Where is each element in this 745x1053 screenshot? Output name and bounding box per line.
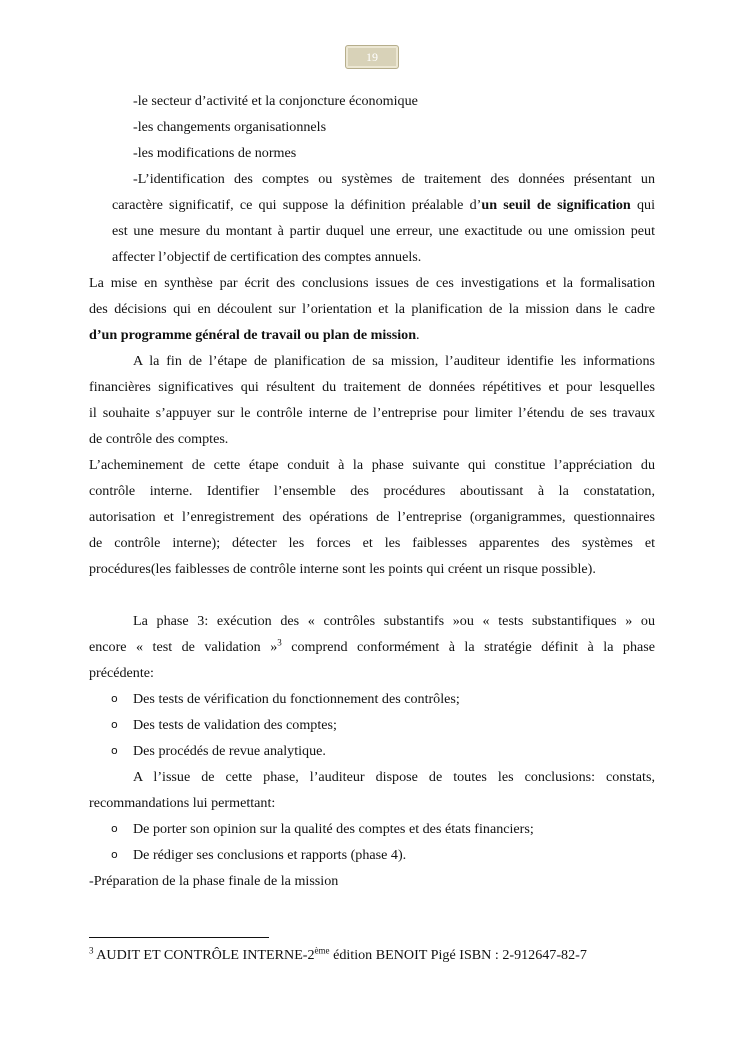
- text-line: d’un programme général de travail ou plan de mission.: [89, 327, 420, 343]
- footnote-mark: 3: [89, 945, 94, 956]
- text-line: recommandations lui permettant:: [89, 795, 276, 811]
- text-line: des décisions qui en découlent sur l’orientation et la planification de la mission dans le cadre: [89, 301, 655, 317]
- text-line: contrôle interne. Identifier l’ensemble des procédures aboutissant à la constatation,: [89, 483, 655, 499]
- text-line: de contrôle des comptes.: [89, 431, 229, 447]
- list-item: o Des tests de validation des comptes;: [89, 712, 655, 738]
- text-line: -le secteur d’activité et la conjoncture économique: [133, 93, 418, 109]
- list-item: o Des tests de vérification du fonctionnement des contrôles;: [89, 686, 655, 712]
- text-line: A la fin de l’étape de planification de sa mission, l’auditeur identifie les informations: [133, 353, 655, 369]
- text-line: autorisation et l’enregistrement des opérations de l’entreprise (organigrammes, questionnaires: [89, 509, 655, 525]
- text-line: -L’identification des comptes ou systèmes de traitement des données présentant un: [133, 171, 655, 187]
- list-item: o Des procédés de revue analytique.: [89, 738, 655, 764]
- text-line: -les changements organisationnels: [133, 119, 327, 135]
- text-line: précédente:: [89, 665, 154, 681]
- text-line: financières significatives qui résultent du traitement de données répétitives et pour lesquelles: [89, 379, 655, 395]
- text-line: encore « test de validation »$^3$ comprend conformément à la stratégie définit à la phase: [89, 637, 655, 655]
- document-body: [89, 88, 655, 894]
- text-line: -les modifications de normes: [133, 145, 297, 161]
- bullet-icon: o: [111, 848, 118, 861]
- bold-term: un seuil de signification: [481, 197, 631, 213]
- footnote-ref: 3: [277, 637, 282, 648]
- text-line: A l’issue de cette phase, l’auditeur dispose de toutes les conclusions: constats,: [133, 769, 655, 785]
- text-line: procédures(les faiblesses de contrôle interne sont les points qui créent un risque possible).: [89, 561, 596, 577]
- text-line: de contrôle interne); détecter les forces et les faiblesses apparentes des systèmes et: [89, 535, 655, 551]
- page-number: 19: [366, 50, 378, 64]
- bullet-icon: o: [111, 744, 118, 757]
- blank-line: [89, 582, 655, 608]
- text-line: caractère significatif, ce qui suppose la définition préalable d’un seuil de signification qui: [112, 197, 655, 213]
- list-item: o De rédiger ses conclusions et rapports (phase 4).: [89, 842, 655, 868]
- bullet-icon: o: [111, 718, 118, 731]
- list-item: o De porter son opinion sur la qualité des comptes et des états financiers;: [89, 816, 655, 842]
- page-number-badge: [345, 45, 399, 69]
- text-line: affecter l’objectif de certification des comptes annuels.: [112, 249, 422, 265]
- text-line: -Préparation de la phase finale de la mission: [89, 873, 339, 889]
- text-line: il souhaite s’appuyer sur le contrôle interne de l’entreprise pour limiter l’étendu de ses travaux: [89, 405, 655, 421]
- footnote: $^3$ AUDIT ET CONTRÔLE INTERNE-2ème édition BENOIT Pigé ISBN : 2-912647-82-7: [89, 945, 587, 963]
- text-line: L’acheminement de cette étape conduit à la phase suivante qui constitue l’appréciation du: [89, 457, 655, 473]
- footnote-divider: [89, 937, 269, 938]
- bold-term: d’un programme général de travail ou plan de mission: [89, 327, 417, 343]
- text-line: La phase 3: exécution des « contrôles substantifs »ou « tests substantifiques » ou: [133, 613, 655, 629]
- bullet-icon: o: [111, 692, 118, 705]
- bullet-icon: o: [111, 822, 118, 835]
- text-line: est une mesure du montant à partir duquel une erreur, une exactitude ou une omission peut: [112, 223, 655, 239]
- text-line: La mise en synthèse par écrit des conclusions issues de ces investigations et la formalisation: [89, 275, 655, 291]
